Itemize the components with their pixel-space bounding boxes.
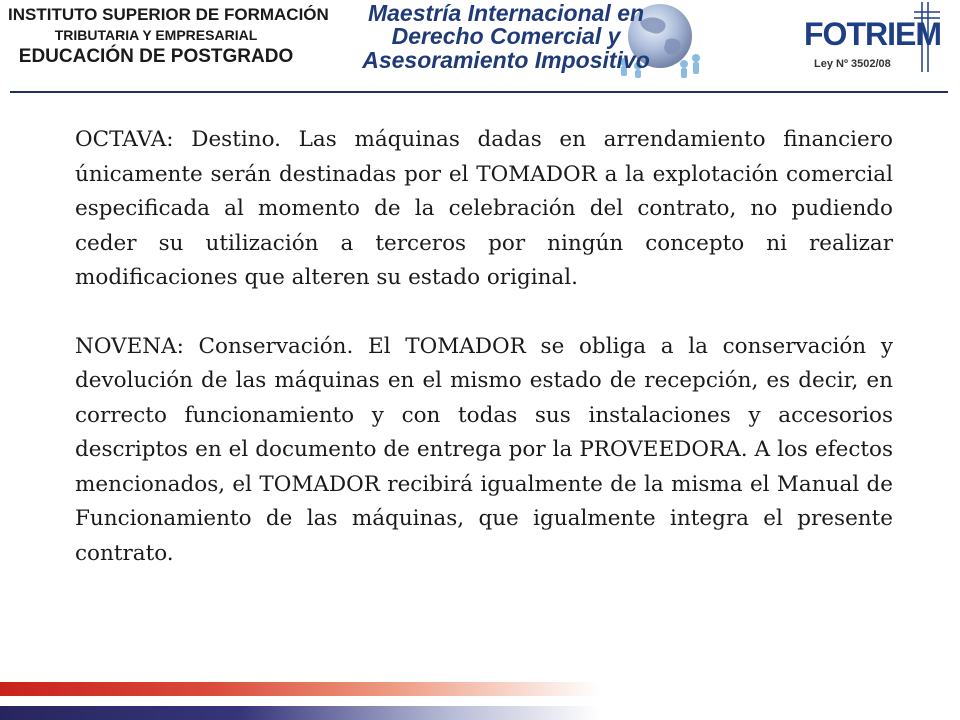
footer-stripe-navy — [0, 706, 600, 720]
fotriem-frame-icon — [914, 2, 940, 72]
header-divider — [10, 91, 948, 93]
program-logo-line3: Asesoramiento Impositivo — [362, 46, 650, 73]
header — [0, 0, 960, 96]
document-body — [75, 123, 893, 571]
fotriem-law: Ley Nº 3502/08 — [814, 58, 891, 70]
program-logo-text — [356, 2, 656, 72]
institute-logo — [8, 5, 329, 68]
program-logo-line2: Derecho Comercial y — [391, 23, 621, 50]
institute-logo-line3: EDUCACIÓN DE POSTGRADO — [18, 46, 294, 68]
institute-logo-line1: INSTITUTO SUPERIOR DE FORMACIÓN — [8, 5, 329, 24]
institute-logo-line2: TRIBUTARIA Y EMPRESARIAL — [54, 26, 258, 43]
paragraph-octava: OCTAVA: Destino. Las máquinas dadas en arrendamiento financiero únicamente serán destinadas por el TOMADOR a la explotación comercial especificada al momento de la celebración del contrato, no pudiendo ceder su utilización a terceros por ningún concepto ni realizar modificaciones que alteren su estado original. — [75, 127, 893, 290]
fotriem-name: FOTRIEM — [804, 16, 941, 52]
footer-stripes — [0, 682, 960, 720]
program-logo — [356, 0, 726, 80]
footer-stripe-red — [0, 682, 600, 696]
fotriem-logo — [794, 14, 941, 74]
program-logo-line1: Maestría Internacional en — [367, 0, 645, 26]
paragraph-novena: NOVENA: Conservación. El TOMADOR se obliga a la conservación y devolución de las máquinas en el mismo estado de recepción, es decir, en correcto funcionamiento y con todas sus instalaciones y accesorios descriptos en el documento de entrega por la PROVEEDORA. A los efectos mencionados, el TOMADOR recibirá igualmente de la misma el Manual de Funcionamiento de las máquinas, que igualmente integra el presente contrato. — [75, 333, 893, 566]
